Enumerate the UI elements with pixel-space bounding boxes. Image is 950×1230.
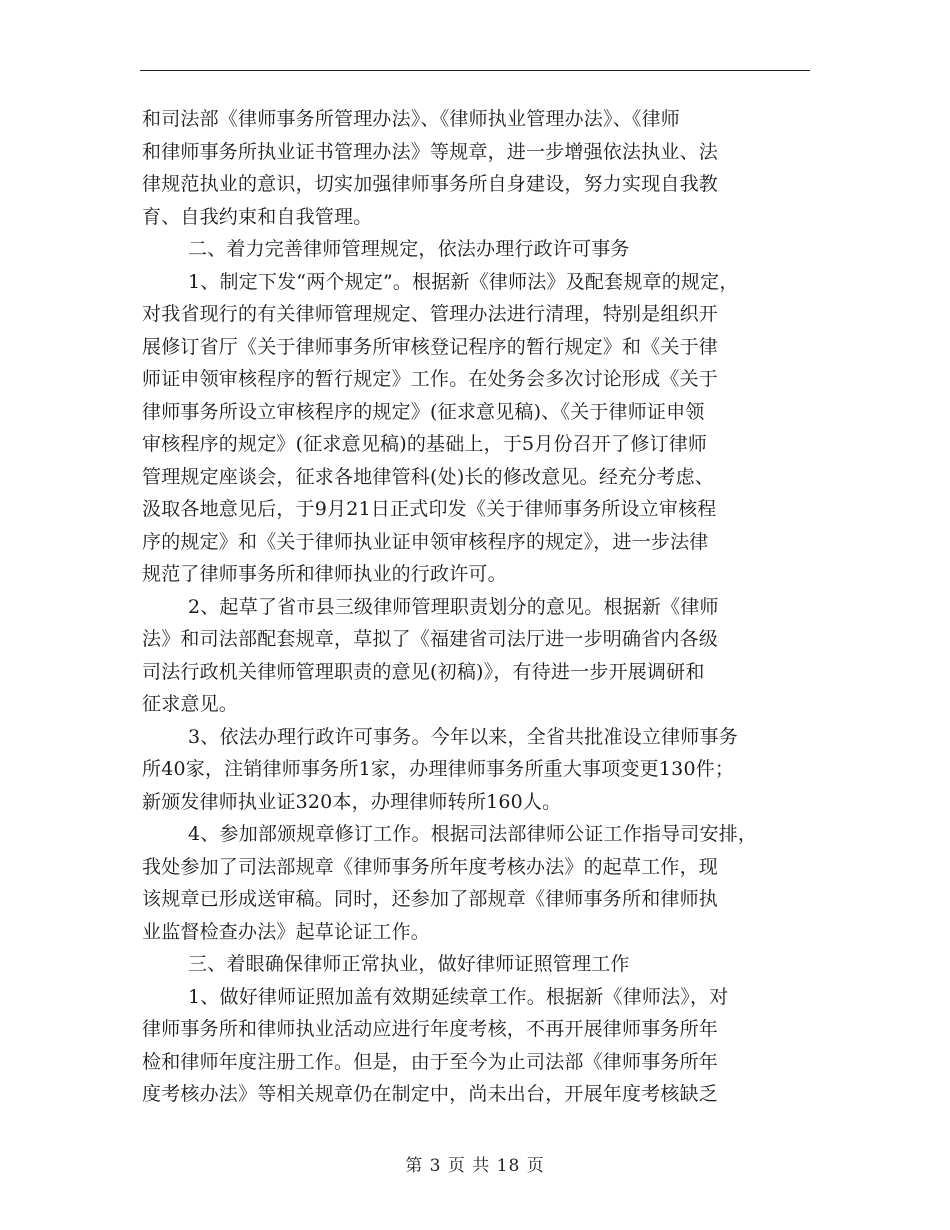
text-line: 4、参加部颁规章修订工作。根据司法部律师公证工作指导司安排， — [188, 823, 758, 845]
text-line: 师证申领审核程序的暂行规定》工作。在处务会多次讨论形成《关于 — [142, 368, 719, 390]
text-line: 3、依法办理行政许可事务。今年以来，全省共批准设立律师事务 — [188, 725, 738, 748]
text-line: 新颁发律师执业证320本，办理律师转所160人。 — [142, 790, 562, 813]
text-line: 律规范执业的意识，切实加强律师事务所自身建设，努力实现自我教 — [142, 173, 719, 195]
text-line: 管理规定座谈会，征求各地律管科(处)长的修改意见。经充分考虑、 — [142, 465, 715, 488]
text-line: 三、着眼确保律师正常执业，做好律师证照管理工作 — [188, 953, 630, 975]
text-line: 该规章已形成送审稿。同时，还参加了部规章《律师事务所和律师执 — [142, 888, 719, 910]
text-line: 1、做好律师证照加盖有效期延续章工作。根据新《律师法》，对 — [188, 985, 729, 1008]
text-line: 律师事务所和律师执业活动应进行年度考核，不再开展律师事务所年 — [142, 1018, 719, 1040]
text-line: 我处参加了司法部规章《律师事务所年度考核办法》的起草工作，现 — [142, 855, 719, 878]
text-line: 检和律师年度注册工作。但是，由于至今为止司法部《律师事务所年 — [142, 1050, 719, 1073]
text-line: 1、制定下发“两个规定”。根据新《律师法》及配套规章的规定， — [188, 270, 739, 293]
text-line: 汲取各地意见后，于9月21日正式印发《关于律师事务所设立审核程 — [142, 498, 717, 520]
text-line: 2、起草了省市县三级律师管理职责划分的意见。根据新《律师 — [188, 595, 719, 618]
text-line: 和律师事务所执业证书管理办法》等规章，进一步增强依法执业、法 — [142, 140, 719, 163]
text-line: 对我省现行的有关律师管理规定、管理办法进行清理，特别是组织开 — [142, 303, 719, 325]
text-line: 司法行政机关律师管理职责的意见(初稿)》，有待进一步开展调研和 — [142, 660, 705, 683]
text-line: 所40家，注销律师事务所1家，办理律师事务所重大事项变更130件； — [142, 758, 735, 780]
text-line: 展修订省厅《关于律师事务所审核登记程序的暂行规定》和《关于律 — [142, 335, 719, 358]
text-line: 律师事务所设立审核程序的规定》(征求意见稿)、《关于律师证申领 — [142, 400, 705, 423]
text-line: 二、着力完善律师管理规定，依法办理行政许可事务 — [188, 238, 630, 260]
text-line: 规范了律师事务所和律师执业的行政许可。 — [142, 563, 507, 585]
text-line: 和司法部《律师事务所管理办法》、《律师执业管理办法》、《律师 — [142, 108, 681, 130]
text-line: 序的规定》和《关于律师执业证申领审核程序的规定》，进一步法律 — [142, 530, 709, 553]
text-line: 育、自我约束和自我管理。 — [142, 205, 373, 228]
text-line: 度考核办法》等相关规章仍在制定中，尚未出台，开展年度考核缺乏 — [142, 1083, 719, 1105]
text-line: 审核程序的规定》(征求意见稿)的基础上，于5月份召开了修订律师 — [142, 433, 708, 455]
text-line: 法》和司法部配套规章，草拟了《福建省司法厅进一步明确省内各级 — [142, 628, 719, 650]
text-line: 业监督检查办法》起草论证工作。 — [142, 920, 431, 943]
page-number-footer: 第 3 页 共 18 页 — [405, 1156, 545, 1176]
header-rule — [140, 70, 810, 71]
document-body — [142, 103, 822, 1111]
text-line: 征求意见。 — [142, 693, 239, 715]
